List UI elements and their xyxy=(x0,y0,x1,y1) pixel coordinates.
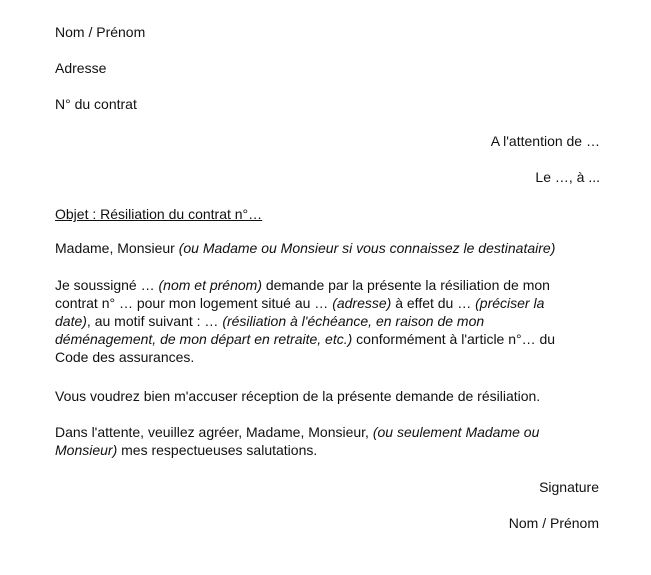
body-text: conformément à l'article n°… du xyxy=(352,331,556,347)
contract-number: N° du contrat xyxy=(55,96,137,112)
closing-text: Dans l'attente, veuillez agréer, Madame, Monsieur, xyxy=(55,424,373,440)
sender-address: Adresse xyxy=(55,60,107,76)
signature-name: Nom / Prénom xyxy=(508,515,599,531)
body-note: déménagement, de mon départ en retraite, etc.) xyxy=(55,331,353,347)
closing-note: Monsieur) xyxy=(55,442,118,458)
signature: Signature xyxy=(539,479,599,495)
subject-line: Objet : Résiliation du contrat n°… xyxy=(55,206,263,222)
body-note: date) xyxy=(55,313,87,329)
body-text: contrat n° … pour mon logement situé au … xyxy=(55,295,333,311)
body-note: (adresse) xyxy=(332,295,392,311)
salutation-note: (ou Madame ou Monsieur si vous connaissez le destinataire) xyxy=(178,240,556,256)
closing-text: mes respectueuses salutations. xyxy=(117,442,318,458)
body-text: demande par la présente la résiliation de mon xyxy=(261,277,550,293)
body-text: , au motif suivant : … xyxy=(86,313,223,329)
sender-name: Nom / Prénom xyxy=(55,24,146,40)
body-note: (nom et prénom) xyxy=(158,277,262,293)
closing-note: (ou seulement Madame ou xyxy=(372,424,540,440)
body-text: à effet du … xyxy=(391,295,476,311)
body-note: (préciser la xyxy=(475,295,545,311)
date-place-line: Le …, à ... xyxy=(535,169,600,185)
closing-paragraph xyxy=(55,423,600,459)
acknowledgement-request: Vous voudrez bien m'accuser réception de la présente demande de résiliation. xyxy=(55,388,541,404)
body-text: Code des assurances. xyxy=(55,349,195,365)
salutation-text: Madame, Monsieur xyxy=(55,240,179,256)
body-text: Je soussigné … xyxy=(55,277,159,293)
body-paragraph xyxy=(55,276,600,366)
body-note: (résiliation à l'échéance, en raison de mon xyxy=(222,313,485,329)
salutation xyxy=(55,239,555,257)
recipient-line: A l'attention de … xyxy=(490,133,600,149)
